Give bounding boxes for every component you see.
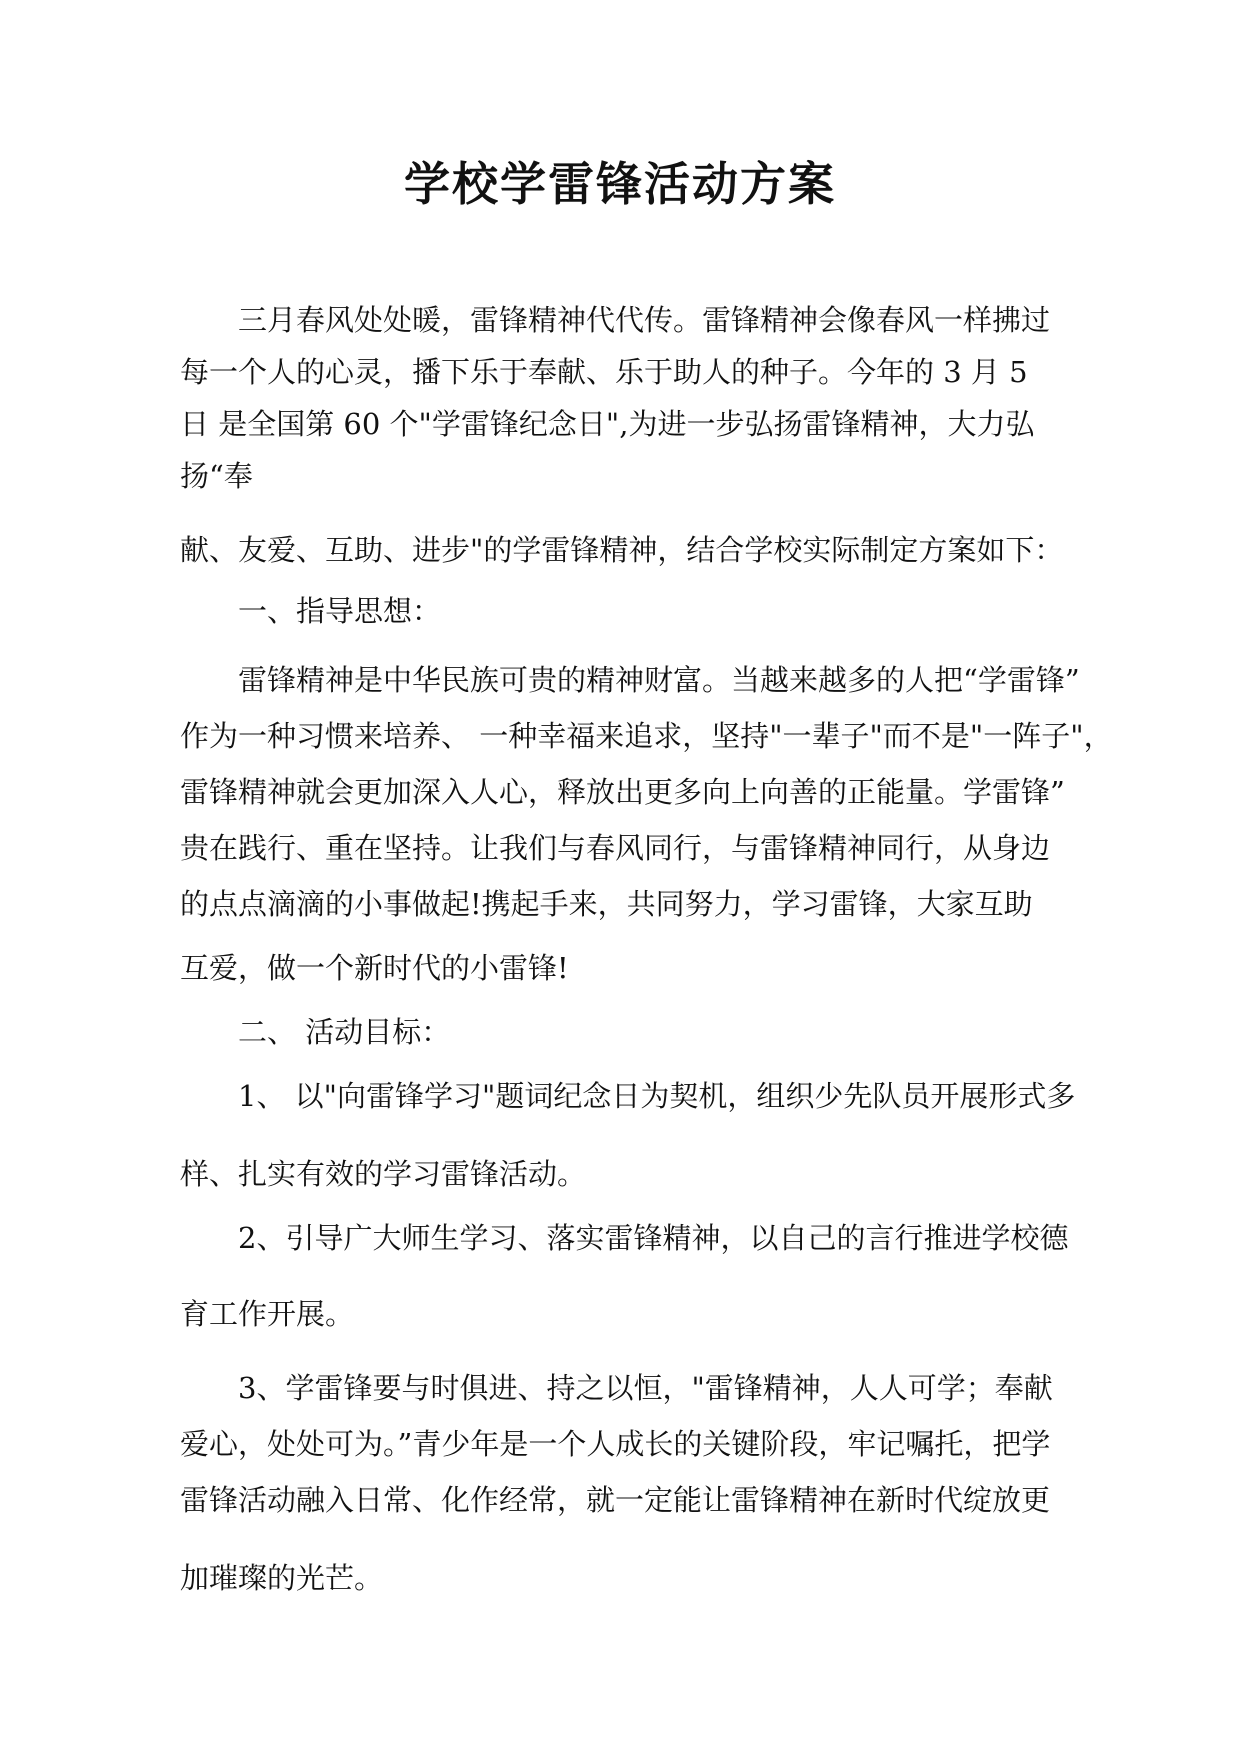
document-title: 学校学雷锋活动方案 (404, 157, 836, 211)
paragraph-line: 互爱，做一个新时代的小雷锋! (180, 951, 569, 985)
list-item-continuation: 爱心，处处可为。”青少年是一个人成长的关键阶段，牢记嘱托，把学 (180, 1427, 1051, 1461)
list-item-continuation: 育工作开展。 (180, 1297, 355, 1331)
list-item-continuation: 雷锋活动融入日常、化作经常，就一定能让雷锋精神在新时代绽放更 (180, 1483, 1051, 1517)
list-item: 2、引导广大师生学习、落实雷锋精神，以自己的言行推进学校德 (238, 1221, 1069, 1255)
paragraph-line: 雷锋精神是中华民族可贵的精神财富。当越来越多的人把“学雷锋” (238, 663, 1080, 697)
paragraph-line: 献、友爱、互助、进步"的学雷锋精神，结合学校实际制定方案如下： (180, 533, 1064, 567)
paragraph-line: 扬“奉 (180, 459, 253, 493)
list-item: 3、学雷锋要与时俱进、持之以恒，"雷锋精神，人人可学；奉献 (238, 1371, 1053, 1405)
list-item: 1、 以"向雷锋学习"题词纪念日为契机，组织少先队员开展形式多 (238, 1079, 1076, 1113)
section-heading: 二、 活动目标： (238, 1015, 451, 1049)
paragraph-line: 雷锋精神就会更加深入人心，释放出更多向上向善的正能量。学雷锋” (180, 775, 1065, 809)
paragraph-line: 贵在践行、重在坚持。让我们与春风同行，与雷锋精神同行，从身边 (180, 831, 1051, 865)
paragraph-line: 三月春风处处暖，雷锋精神代代传。雷锋精神会像春风一样拂过 (238, 303, 1051, 337)
paragraph-line: 的点点滴滴的小事做起!携起手来，共同努力，学习雷锋，大家互助 (180, 887, 1033, 921)
paragraph-line: 日 是全国第 60 个"学雷锋纪念日",为进一步弘扬雷锋精神，大力弘 (180, 407, 1035, 441)
paragraph-line: 作为一种习惯来培养、 一种幸福来追求，坚持"一辈子"而不是"一阵子"， (180, 719, 1113, 753)
section-heading: 一、指导思想： (238, 594, 442, 628)
list-item-continuation: 样、扎实有效的学习雷锋活动。 (180, 1157, 587, 1191)
paragraph-line: 每一个人的心灵，播下乐于奉献、乐于助人的种子。今年的 3 月 5 (180, 355, 1028, 389)
list-item-continuation: 加璀璨的光芒。 (180, 1561, 384, 1595)
